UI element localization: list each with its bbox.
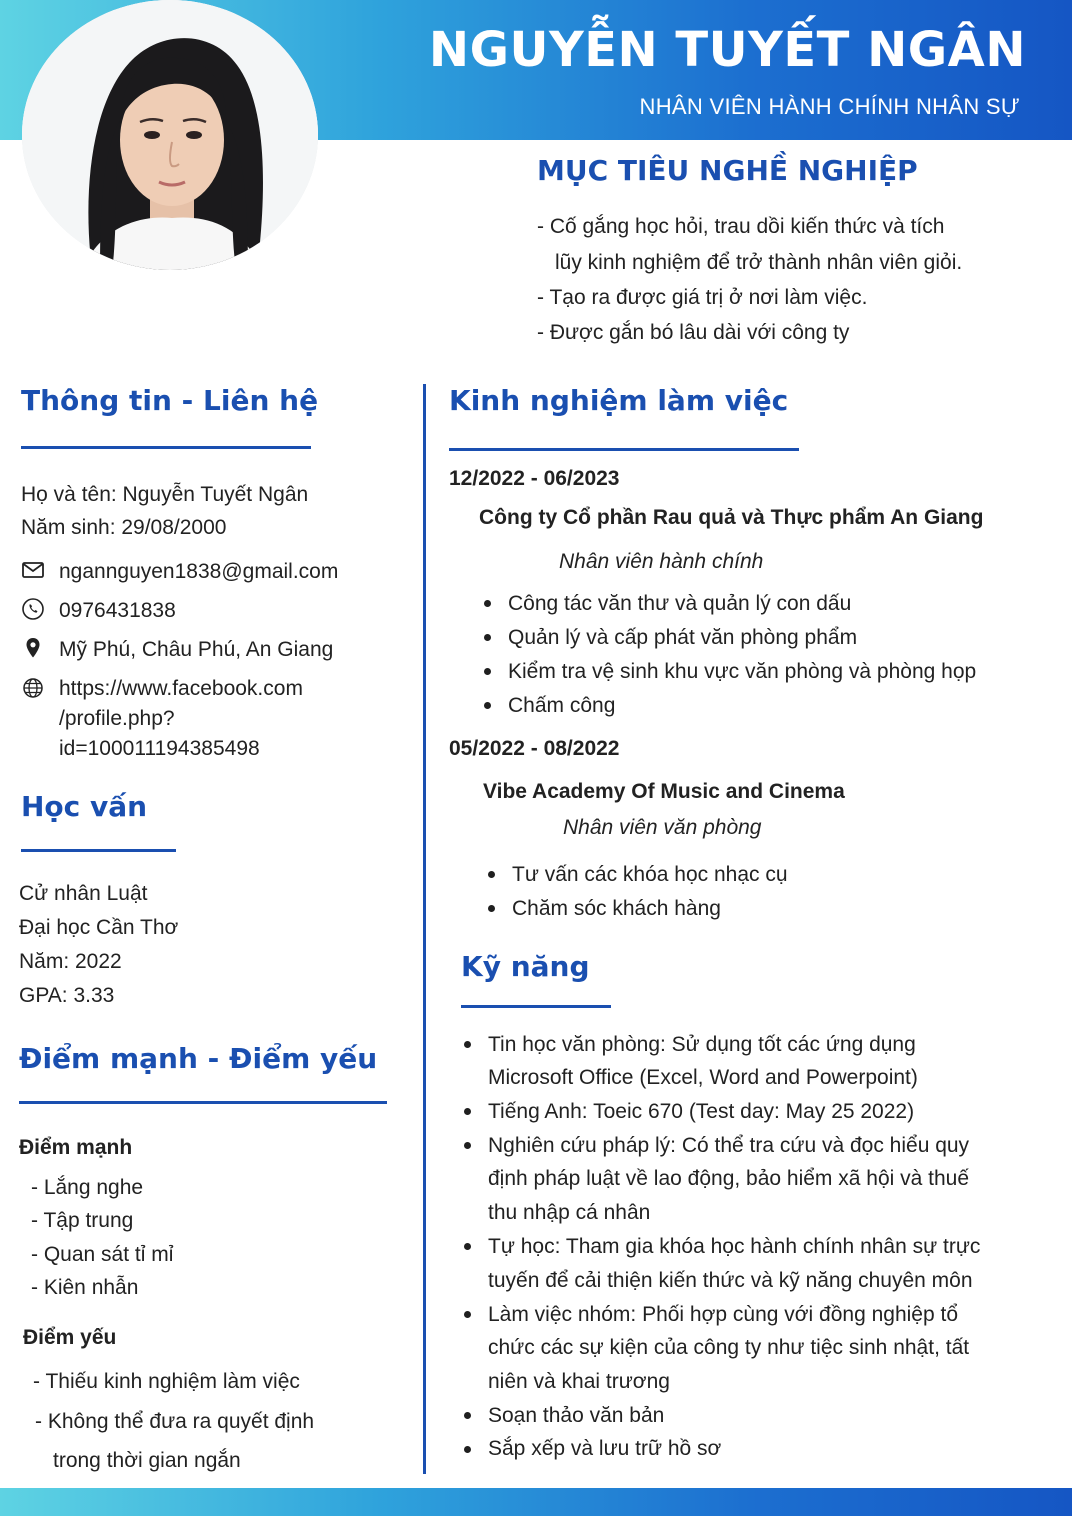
job-role: Nhân viên hành chính xyxy=(559,550,764,573)
skills-rule xyxy=(461,1005,611,1008)
column-divider xyxy=(423,384,426,1474)
bullet xyxy=(464,1243,471,1250)
objective-title: MỤC TIÊU NGHỀ NGHIỆP xyxy=(537,154,918,187)
location-pin-icon xyxy=(21,636,45,660)
job-company: Công ty Cổ phần Rau quả và Thực phẩm An Giang xyxy=(479,506,984,529)
globe-icon xyxy=(21,676,45,700)
job-task: Công tác văn thư và quản lý con dấu xyxy=(508,592,852,615)
contact-title: Thông tin - Liên hệ xyxy=(21,384,319,417)
skill-line: Tiếng Anh: Toeic 670 (Test day: May 25 2022) xyxy=(488,1100,915,1123)
skill-line: Làm việc nhóm: Phối hợp cùng với đồng nghiệp tổ xyxy=(488,1303,958,1326)
strength-item: - Tập trung xyxy=(31,1209,134,1232)
email-icon xyxy=(21,558,45,582)
contact-fullname: Họ và tên: Nguyễn Tuyết Ngân xyxy=(21,483,309,506)
education-line: Đại học Cần Thơ xyxy=(19,916,179,939)
experience-title: Kinh nghiệm làm việc xyxy=(449,384,789,417)
contact-address: Mỹ Phú, Châu Phú, An Giang xyxy=(59,638,334,661)
strength-item: - Quan sát tỉ mỉ xyxy=(31,1243,174,1266)
bullet xyxy=(464,1108,471,1115)
job-task: Chấm công xyxy=(508,694,616,717)
contact-birth: Năm sinh: 29/08/2000 xyxy=(21,516,227,539)
skill-line: Tin học văn phòng: Sử dụng tốt các ứng dụng xyxy=(488,1033,916,1056)
phone-icon xyxy=(21,597,45,621)
job-period: 05/2022 - 08/2022 xyxy=(449,737,620,760)
skill-line: chức các sự kiện của công ty như tiệc sinh nhật, tất xyxy=(488,1336,970,1359)
profile-photo xyxy=(22,0,318,270)
bullet xyxy=(484,668,491,675)
contact-website-line[interactable]: https://www.facebook.com xyxy=(59,677,303,700)
objective-line: - Được gắn bó lâu dài với công ty xyxy=(537,321,850,344)
objective-line: - Tạo ra được giá trị ở nơi làm việc. xyxy=(537,286,868,309)
bullet xyxy=(464,1142,471,1149)
job-task: Chăm sóc khách hàng xyxy=(512,897,721,920)
weaknesses-label: Điểm yếu xyxy=(23,1326,117,1349)
candidate-name: NGUYỄN TUYẾT NGÂN xyxy=(428,22,1026,78)
weakness-item: trong thời gian ngắn xyxy=(53,1449,241,1472)
skill-line: Sắp xếp và lưu trữ hồ sơ xyxy=(488,1437,722,1460)
education-line: GPA: 3.33 xyxy=(19,984,115,1007)
job-company: Vibe Academy Of Music and Cinema xyxy=(483,780,845,803)
bullet xyxy=(488,871,495,878)
skill-line: tuyến để cải thiện kiến thức và kỹ năng chuyên môn xyxy=(488,1269,973,1292)
objective-line: lũy kinh nghiệm để trở thành nhân viên giỏi. xyxy=(555,251,963,274)
bullet xyxy=(464,1446,471,1453)
bullet xyxy=(484,600,491,607)
bullet xyxy=(484,702,491,709)
education-line: Cử nhân Luật xyxy=(19,882,148,905)
contact-website-line[interactable]: /profile.php? xyxy=(59,707,175,730)
skill-line: niên và khai trương xyxy=(488,1370,670,1393)
job-title: NHÂN VIÊN HÀNH CHÍNH NHÂN SỰ xyxy=(639,94,1020,119)
skill-line: thu nhập cá nhân xyxy=(488,1201,651,1224)
skill-line: Nghiên cứu pháp lý: Có thể tra cứu và đọc hiểu quy xyxy=(488,1134,970,1157)
bullet xyxy=(488,905,495,912)
education-line: Năm: 2022 xyxy=(19,950,122,973)
strength-item: - Lắng nghe xyxy=(31,1176,144,1199)
strengths-label: Điểm mạnh xyxy=(19,1136,133,1159)
experience-rule xyxy=(449,448,799,451)
contact-website-line[interactable]: id=100011194385498 xyxy=(59,737,260,760)
weakness-item: - Không thể đưa ra quyết định xyxy=(35,1410,315,1433)
education-rule xyxy=(21,849,176,852)
footer-band xyxy=(0,1488,1072,1516)
skill-line: định pháp luật về lao động, bảo hiểm xã hội và thuế xyxy=(488,1167,970,1190)
job-task: Tư vấn các khóa học nhạc cụ xyxy=(512,863,788,886)
skill-line: Microsoft Office (Excel, Word and Powerpoint) xyxy=(488,1066,918,1089)
bullet xyxy=(464,1412,471,1419)
skills-title: Kỹ năng xyxy=(461,950,590,983)
strengths-title: Điểm mạnh - Điểm yếu xyxy=(19,1042,378,1075)
bullet xyxy=(464,1311,471,1318)
skill-line: Tự học: Tham gia khóa học hành chính nhân sự trực xyxy=(488,1235,981,1258)
job-role: Nhân viên văn phòng xyxy=(563,816,762,839)
contact-phone: 0976431838 xyxy=(59,599,176,622)
job-period: 12/2022 - 06/2023 xyxy=(449,467,620,490)
strengths-rule xyxy=(19,1101,387,1104)
job-task: Kiểm tra vệ sinh khu vực văn phòng và phòng họp xyxy=(508,660,977,683)
bullet xyxy=(464,1041,471,1048)
strength-item: - Kiên nhẫn xyxy=(31,1276,139,1299)
contact-rule xyxy=(21,446,311,449)
skill-line: Soạn thảo văn bản xyxy=(488,1404,665,1427)
education-title: Học vấn xyxy=(21,790,148,823)
job-task: Quản lý và cấp phát văn phòng phẩm xyxy=(508,626,858,649)
bullet xyxy=(484,634,491,641)
contact-email[interactable]: ngannguyen1838@gmail.com xyxy=(59,560,339,583)
objective-line: - Cố gắng học hỏi, trau dồi kiến thức và tích xyxy=(537,215,945,238)
weakness-item: - Thiếu kinh nghiệm làm việc xyxy=(33,1370,300,1393)
